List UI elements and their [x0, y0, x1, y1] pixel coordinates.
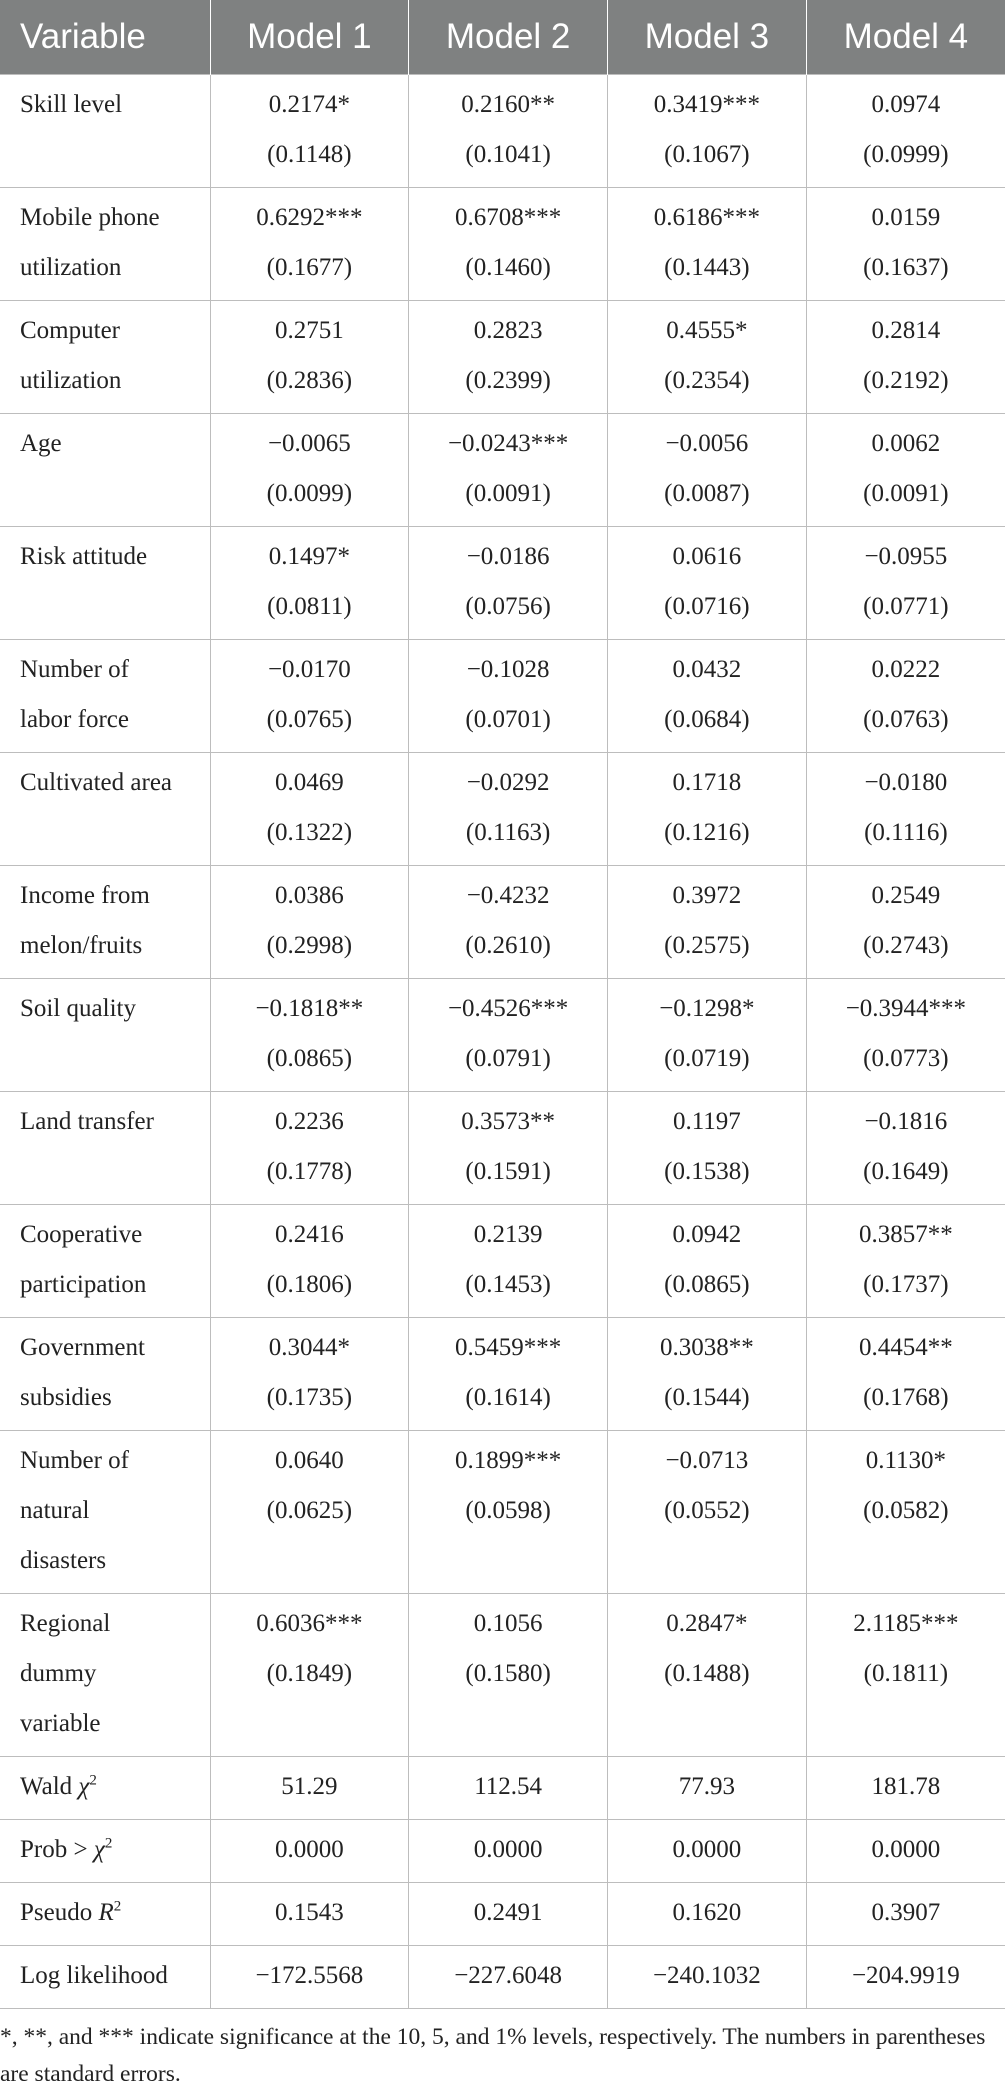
- model-3-stat: 77.93: [608, 1757, 807, 1820]
- standard-error: (0.0716): [664, 593, 750, 620]
- coefficient: 0.0469: [275, 769, 344, 796]
- standard-error: (0.2192): [863, 367, 949, 394]
- standard-error: (0.2610): [465, 932, 551, 959]
- model-2-cell: [409, 188, 608, 301]
- variable-label-line: Skill level: [20, 91, 123, 118]
- variable-label-line: Government: [20, 1334, 145, 1361]
- variable-label: [0, 1594, 210, 1757]
- model-3-cell: [608, 414, 807, 527]
- model-2-cell: [409, 527, 608, 640]
- stat-row: [0, 1946, 1005, 2009]
- model-3-stat: −240.1032: [608, 1946, 807, 2009]
- model-1-stat: 0.1543: [210, 1883, 409, 1946]
- standard-error: (0.0756): [465, 593, 551, 620]
- standard-error: (0.1614): [465, 1384, 551, 1411]
- model-4-stat: 181.78: [806, 1757, 1005, 1820]
- coefficient: −0.1028: [466, 656, 550, 683]
- variable-label-line: Land transfer: [20, 1108, 154, 1135]
- table-row: [0, 1205, 1005, 1318]
- model-4-cell: [806, 753, 1005, 866]
- header-model-2: Model 2: [409, 0, 608, 75]
- coefficient: 0.2751: [275, 317, 344, 344]
- coefficient: 0.3044*: [268, 1334, 350, 1361]
- coefficient: 0.3573**: [461, 1108, 555, 1135]
- standard-error: (0.1453): [465, 1271, 551, 1298]
- variable-label-line: Mobile phone: [20, 204, 160, 231]
- standard-error: (0.1737): [863, 1271, 949, 1298]
- coefficient: 0.4555*: [666, 317, 748, 344]
- table-row: [0, 1431, 1005, 1594]
- standard-error: (0.0091): [465, 480, 551, 507]
- model-1-cell: [210, 640, 409, 753]
- standard-error: (0.0091): [863, 480, 949, 507]
- model-1-stat: 51.29: [210, 1757, 409, 1820]
- stat-label: [0, 1883, 210, 1946]
- variable-label: [0, 1092, 210, 1205]
- variable-label-line: utilization: [20, 254, 122, 281]
- standard-error: (0.2575): [664, 932, 750, 959]
- standard-error: (0.2743): [863, 932, 949, 959]
- variable-label-line: natural: [20, 1497, 90, 1524]
- variable-label-line: Risk attitude: [20, 543, 148, 570]
- standard-error: (0.0701): [465, 706, 551, 733]
- standard-error: (0.1067): [664, 141, 750, 168]
- table-row: [0, 75, 1005, 188]
- standard-error: (0.2998): [266, 932, 353, 959]
- variable-label: [0, 75, 210, 188]
- model-1-cell: [210, 1205, 409, 1318]
- model-4-cell: [806, 866, 1005, 979]
- model-4-cell: [806, 414, 1005, 527]
- coefficient: 0.6708***: [455, 204, 562, 231]
- variable-label: [0, 753, 210, 866]
- standard-error: (0.1637): [863, 254, 949, 281]
- model-4-cell: [806, 527, 1005, 640]
- header-model-3: Model 3: [608, 0, 807, 75]
- model-2-stat: −227.6048: [409, 1946, 608, 2009]
- model-2-stat: 112.54: [409, 1757, 608, 1820]
- standard-error: (0.1778): [266, 1158, 353, 1185]
- model-3-cell: [608, 753, 807, 866]
- variable-label-line: participation: [20, 1271, 147, 1298]
- variable-label-line: utilization: [20, 367, 122, 394]
- coefficient: −0.0292: [466, 769, 550, 796]
- model-1-stat: 0.0000: [210, 1820, 409, 1883]
- model-3-cell: [608, 75, 807, 188]
- model-1-cell: [210, 753, 409, 866]
- variable-label-line: disasters: [20, 1547, 107, 1574]
- variable-label-line: Cultivated area: [20, 769, 173, 796]
- standard-error: (0.0771): [863, 593, 949, 620]
- table-row: [0, 866, 1005, 979]
- table-row: [0, 188, 1005, 301]
- standard-error: (0.1580): [465, 1660, 551, 1687]
- coefficient: −0.0713: [665, 1447, 749, 1474]
- model-1-cell: [210, 414, 409, 527]
- table-row: [0, 1092, 1005, 1205]
- standard-error: (0.1649): [863, 1158, 949, 1185]
- standard-error: (0.1768): [863, 1384, 949, 1411]
- model-2-cell: [409, 1318, 608, 1431]
- standard-error: (0.0099): [266, 480, 353, 507]
- header-model-1: Model 1: [210, 0, 409, 75]
- variable-label: [0, 640, 210, 753]
- standard-error: (0.2836): [266, 367, 353, 394]
- variable-label-line: melon/fruits: [20, 932, 143, 959]
- coefficient: 0.1718: [672, 769, 742, 796]
- standard-error: (0.1544): [664, 1384, 750, 1411]
- model-1-cell: [210, 527, 409, 640]
- model-4-cell: [806, 188, 1005, 301]
- model-4-cell: [806, 979, 1005, 1092]
- variable-label-line: subsidies: [20, 1384, 112, 1411]
- variable-label-line: Cooperative: [20, 1221, 143, 1248]
- standard-error: (0.1811): [863, 1660, 949, 1687]
- coefficient: 0.6036***: [256, 1610, 363, 1637]
- coefficient: −0.4526***: [447, 995, 569, 1022]
- model-1-cell: [210, 1318, 409, 1431]
- stat-label-text: Pseudo: [20, 1899, 99, 1926]
- standard-error: (0.0719): [664, 1045, 750, 1072]
- variable-label-line: variable: [20, 1710, 101, 1737]
- standard-error: (0.1735): [266, 1384, 353, 1411]
- model-2-cell: [409, 979, 608, 1092]
- model-3-cell: [608, 301, 807, 414]
- table-body: [0, 75, 1005, 2009]
- standard-error: (0.1591): [465, 1158, 551, 1185]
- model-3-cell: [608, 527, 807, 640]
- standard-error: (0.0598): [465, 1497, 551, 1524]
- stat-symbol: χ: [78, 1773, 90, 1800]
- standard-error: (0.0865): [266, 1045, 353, 1072]
- model-4-cell: [806, 1594, 1005, 1757]
- model-1-stat: −172.5568: [210, 1946, 409, 2009]
- coefficient: 0.2160**: [461, 91, 555, 118]
- coefficient: 0.0062: [871, 430, 941, 457]
- coefficient: 0.3038**: [660, 1334, 754, 1361]
- coefficient: 0.6292***: [256, 204, 363, 231]
- standard-error: (0.0999): [863, 141, 949, 168]
- stat-row: [0, 1820, 1005, 1883]
- variable-label-line: dummy: [20, 1660, 97, 1687]
- variable-label: [0, 527, 210, 640]
- coefficient: −0.0065: [267, 430, 351, 457]
- model-4-cell: [806, 301, 1005, 414]
- coefficient: −0.0243***: [447, 430, 569, 457]
- standard-error: (0.1148): [267, 141, 352, 168]
- standard-error: (0.1488): [664, 1660, 750, 1687]
- model-1-cell: [210, 188, 409, 301]
- standard-error: (0.1538): [664, 1158, 750, 1185]
- variable-label: [0, 188, 210, 301]
- coefficient: 0.0942: [672, 1221, 742, 1248]
- standard-error: (0.1806): [266, 1271, 353, 1298]
- stat-label: [0, 1946, 210, 2009]
- variable-label: [0, 1205, 210, 1318]
- stat-superscript: 2: [113, 1898, 122, 1915]
- model-4-stat: 0.0000: [806, 1820, 1005, 1883]
- coefficient: 0.0222: [871, 656, 941, 683]
- variable-label-line: Number of: [20, 656, 129, 683]
- coefficient: 0.3419***: [653, 91, 760, 118]
- variable-label-line: labor force: [20, 706, 129, 733]
- coefficient: 0.2139: [473, 1221, 543, 1248]
- model-3-cell: [608, 979, 807, 1092]
- table-row: [0, 301, 1005, 414]
- variable-label-line: Computer: [20, 317, 120, 344]
- model-4-cell: [806, 1318, 1005, 1431]
- coefficient: 0.2416: [275, 1221, 344, 1248]
- table-row: [0, 753, 1005, 866]
- table-row: [0, 1318, 1005, 1431]
- standard-error: (0.0087): [664, 480, 750, 507]
- stat-symbol: R: [98, 1899, 114, 1926]
- stat-symbol: χ: [93, 1836, 105, 1863]
- coefficient: 0.0640: [275, 1447, 344, 1474]
- table-row: [0, 1594, 1005, 1757]
- coefficient: 0.1497*: [268, 543, 350, 570]
- model-2-cell: [409, 753, 608, 866]
- standard-error: (0.0625): [266, 1497, 353, 1524]
- model-1-cell: [210, 866, 409, 979]
- coefficient: 0.2174*: [268, 91, 350, 118]
- standard-error: (0.1322): [266, 819, 353, 846]
- coefficient: 0.5459***: [455, 1334, 562, 1361]
- model-4-cell: [806, 1092, 1005, 1205]
- table-row: [0, 414, 1005, 527]
- standard-error: (0.0765): [266, 706, 353, 733]
- table-row: [0, 979, 1005, 1092]
- stat-row: [0, 1757, 1005, 1820]
- model-2-cell: [409, 414, 608, 527]
- model-1-cell: [210, 979, 409, 1092]
- coefficient: 0.3972: [672, 882, 742, 909]
- model-3-stat: 0.1620: [608, 1883, 807, 1946]
- model-3-cell: [608, 1092, 807, 1205]
- variable-label: [0, 414, 210, 527]
- coefficient: −0.1818**: [255, 995, 364, 1022]
- coefficient: 0.2847*: [666, 1610, 748, 1637]
- variable-label: [0, 866, 210, 979]
- model-2-cell: [409, 1594, 608, 1757]
- variable-label: [0, 979, 210, 1092]
- model-2-cell: [409, 640, 608, 753]
- variable-label-line: Income from: [20, 882, 150, 909]
- model-2-cell: [409, 1205, 608, 1318]
- coefficient: 0.3857**: [859, 1221, 953, 1248]
- coefficient: −0.0955: [864, 543, 948, 570]
- coefficient: 0.2823: [473, 317, 543, 344]
- stat-label-text: Log likelihood: [20, 1962, 168, 1989]
- coefficient: −0.1816: [864, 1108, 948, 1135]
- standard-error: (0.1460): [465, 254, 551, 281]
- header-variable: Variable: [0, 0, 210, 75]
- model-2-cell: [409, 1431, 608, 1594]
- coefficient: 0.1899***: [455, 1447, 562, 1474]
- coefficient: −0.4232: [466, 882, 550, 909]
- table-header: [0, 0, 1005, 75]
- coefficient: −0.3944***: [845, 995, 967, 1022]
- model-3-cell: [608, 1431, 807, 1594]
- coefficient: −0.0186: [466, 543, 550, 570]
- coefficient: −0.0180: [864, 769, 948, 796]
- variable-label-line: Soil quality: [20, 995, 136, 1022]
- coefficient: 0.0159: [871, 204, 941, 231]
- coefficient: 0.2236: [275, 1108, 344, 1135]
- variable-label-line: Regional: [20, 1610, 111, 1637]
- variable-label: [0, 1318, 210, 1431]
- model-2-cell: [409, 301, 608, 414]
- coefficient: 0.4454**: [859, 1334, 953, 1361]
- model-1-cell: [210, 301, 409, 414]
- variable-label: [0, 1431, 210, 1594]
- coefficient: 0.0386: [275, 882, 344, 909]
- standard-error: (0.1041): [465, 141, 551, 168]
- variable-label: [0, 301, 210, 414]
- table-footnote: *, **, and *** indicate significance at the 10, 5, and 1% levels, respectively. The numbers in parentheses are standard errors.: [0, 2024, 986, 2087]
- table-row: [0, 527, 1005, 640]
- model-2-stat: 0.0000: [409, 1820, 608, 1883]
- stat-label-text: Wald: [20, 1773, 79, 1800]
- standard-error: (0.1163): [465, 819, 551, 846]
- standard-error: (0.0582): [863, 1497, 949, 1524]
- stat-superscript: 2: [89, 1772, 97, 1789]
- model-2-cell: [409, 866, 608, 979]
- standard-error: (0.1677): [266, 254, 353, 281]
- standard-error: (0.1849): [266, 1660, 353, 1687]
- coefficient: 0.1056: [473, 1610, 543, 1637]
- model-2-cell: [409, 75, 608, 188]
- model-3-cell: [608, 1594, 807, 1757]
- coefficient: −0.1298*: [659, 995, 755, 1022]
- model-4-stat: 0.3907: [806, 1883, 1005, 1946]
- standard-error: (0.0811): [267, 593, 352, 620]
- stat-row: [0, 1883, 1005, 1946]
- model-1-cell: [210, 1594, 409, 1757]
- model-4-cell: [806, 75, 1005, 188]
- model-3-cell: [608, 866, 807, 979]
- model-3-cell: [608, 1205, 807, 1318]
- header-model-4: Model 4: [806, 0, 1005, 75]
- stat-superscript: 2: [104, 1835, 113, 1852]
- coefficient: 0.0432: [672, 656, 742, 683]
- coefficient: −0.0056: [665, 430, 749, 457]
- coefficient: −0.0170: [267, 656, 351, 683]
- standard-error: (0.0773): [863, 1045, 949, 1072]
- coefficient: 0.2549: [871, 882, 941, 909]
- model-4-cell: [806, 1205, 1005, 1318]
- coefficient: 0.6186***: [653, 204, 760, 231]
- coefficient: 0.1197: [672, 1108, 741, 1135]
- coefficient: 0.2814: [871, 317, 941, 344]
- standard-error: (0.1116): [864, 819, 948, 846]
- model-3-cell: [608, 188, 807, 301]
- stat-label-text: Prob >: [20, 1836, 94, 1863]
- coefficient: 2.1185***: [853, 1610, 959, 1637]
- variable-label-line: Age: [20, 430, 62, 457]
- model-4-cell: [806, 1431, 1005, 1594]
- model-1-cell: [210, 1092, 409, 1205]
- standard-error: (0.2399): [465, 367, 551, 394]
- standard-error: (0.2354): [664, 367, 750, 394]
- model-3-cell: [608, 1318, 807, 1431]
- variable-label-line: Number of: [20, 1447, 129, 1474]
- model-2-stat: 0.2491: [409, 1883, 608, 1946]
- standard-error: (0.1216): [664, 819, 750, 846]
- model-3-cell: [608, 640, 807, 753]
- model-4-stat: −204.9919: [806, 1946, 1005, 2009]
- standard-error: (0.0552): [664, 1497, 750, 1524]
- table-row: [0, 640, 1005, 753]
- model-3-stat: 0.0000: [608, 1820, 807, 1883]
- coefficient: 0.0974: [871, 91, 941, 118]
- model-2-cell: [409, 1092, 608, 1205]
- coefficient: 0.0616: [672, 543, 742, 570]
- standard-error: (0.1443): [664, 254, 750, 281]
- stat-label: [0, 1820, 210, 1883]
- standard-error: (0.0684): [664, 706, 750, 733]
- model-1-cell: [210, 75, 409, 188]
- standard-error: (0.0791): [465, 1045, 551, 1072]
- standard-error: (0.0865): [664, 1271, 750, 1298]
- standard-error: (0.0763): [863, 706, 949, 733]
- model-4-cell: [806, 640, 1005, 753]
- model-1-cell: [210, 1431, 409, 1594]
- stat-label: [0, 1757, 210, 1820]
- coefficient: 0.1130*: [865, 1447, 947, 1474]
